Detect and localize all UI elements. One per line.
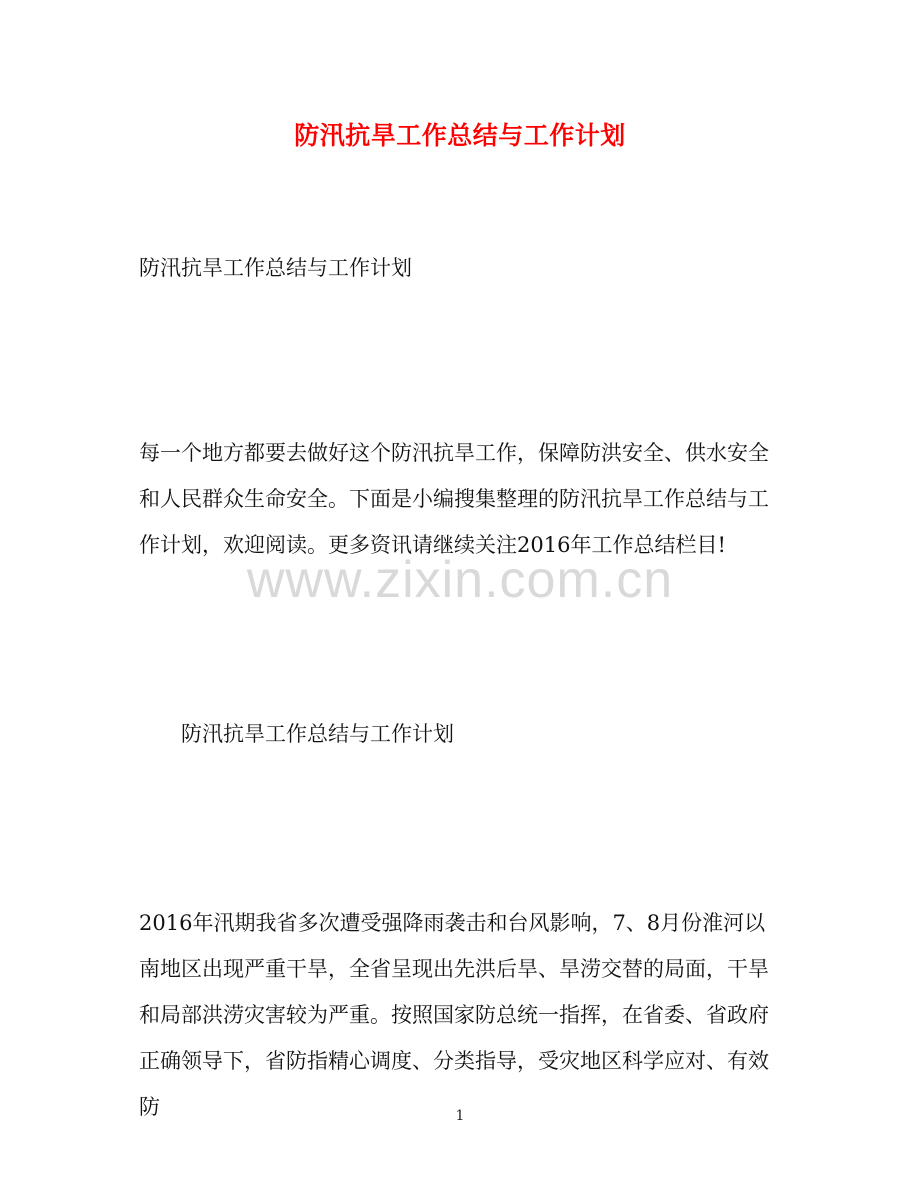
subtitle-paragraph: 防汛抗旱工作总结与工作计划 [139, 256, 412, 280]
page-number: 1 [455, 1108, 465, 1124]
watermark: www.zixin.com.cn [246, 551, 674, 609]
body-paragraph: 2016年汛期我省多次遭受强降雨袭击和台风影响，7、8月份淮河以南地区出现严重干旱，全省呈现出先洪后旱、旱涝交替的局面，干旱和局部洪涝灾害较为严重。按照国家防总统一指挥，在省委、省政府正确领导下，省防指精心调度、分类指导，受灾地区科学应对、有效防 [139, 911, 769, 1119]
intro-paragraph: 每一个地方都要去做好这个防汛抗旱工作，保障防洪安全、供水安全和人民群众生命安全。下面是小编搜集整理的防汛抗旱工作总结与工作计划，欢迎阅读。更多资讯请继续关注2016年工作总结栏目! [139, 441, 769, 557]
page-title: 防汛抗旱工作总结与工作计划 [294, 121, 626, 150]
section-heading: 防汛抗旱工作总结与工作计划 [181, 722, 454, 746]
